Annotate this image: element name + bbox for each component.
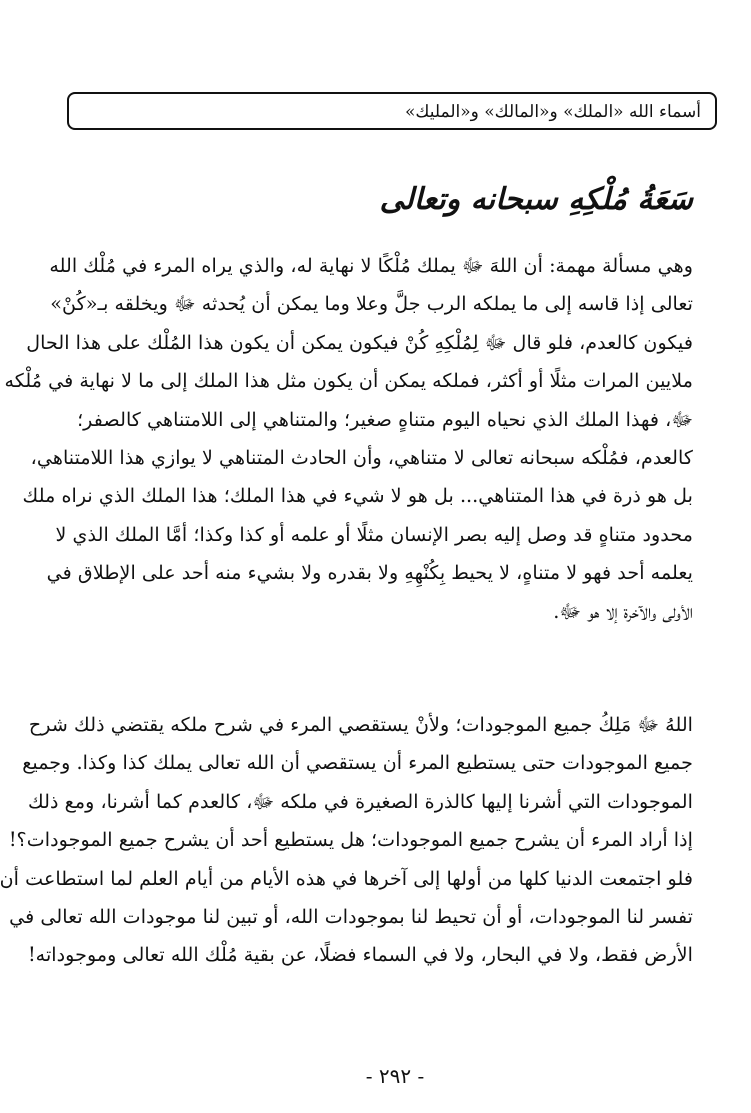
text-line: فلو اجتمعت الدنيا كلها من أولها إلى آخرها في هذه الأيام من أيام العلم لما استطاعت أن (0, 866, 693, 890)
text-line: تعالى إذا قاسه إلى ما يملكه الرب جلَّ وعلا وما يمكن أن يُحدثه ﷻ ويخلقه بـ«كُنْ» (50, 292, 693, 316)
text-line: إذا أراد المرء أن يشرح جميع الموجودات؛ هل يستطيع أحد أن يشرح جميع الموجودات؟! (8, 828, 693, 852)
text-line: ﷻ، فهذا الملك الذي نحياه اليوم متناهٍ صغير؛ والمتناهي إلى اللامتناهي كالصفر؛ (77, 407, 693, 431)
text-line: جميع الموجودات حتى يستطيع المرء أن يستقصي أن الله تعالى يملك كذا وكذا. وجميع (22, 751, 693, 775)
running-header-title: أسماء الله «الملك» و«المالك» و«المليك» (405, 102, 701, 122)
section-heading: سَعَةُ مُلْكِهِ سبحانه وتعالى (379, 182, 693, 217)
text-line: ملايين المرات مثلًا أو أكثر، فملكه يمكن أن يكون مثل هذا الملك إلى ما لا نهاية في مُلْكه (4, 369, 693, 393)
text-line: محدود متناهٍ قد وصل إليه بصر الإنسان مثلًا أو علمه أو كذا وكذا؛ أمَّا الملك الذي لا (55, 522, 693, 546)
text-line: تفسر لنا الموجودات، أو أن تحيط لنا بموجودات الله، أو تبين لنا موجودات الله تعالى في (9, 905, 693, 929)
text-line: اللهُ ﷻ مَلِكُ جميع الموجودات؛ ولأنْ يستقصي المرء في شرح ملكه يقتضي ذلك شرح (28, 713, 693, 736)
page-number (39, 1062, 751, 1090)
text-line: فيكون كالعدم، فلو قال ﷻ لِمُلْكِهِ كُنْ فيكون يمكن أن يكون هذا المُلْك على هذا الحال (26, 330, 693, 354)
page-number-text: - ٢٩٢ - (365, 1064, 425, 1088)
text-line: وهي مسألة مهمة: أن اللهَ ﷻ يملك مُلْكًا لا نهاية له، والذي يراه المرء في مُلْك الله (49, 254, 693, 277)
text-line: الأولى والآخرة إلا هو ﷻ. (553, 599, 693, 623)
paragraph-1 (4, 247, 693, 631)
text-line: كالعدم، فمُلْكه سبحانه تعالى لا متناهي، وأن الحادث المتناهي لا يوازي هذا اللامتناهي، (30, 446, 693, 470)
text-line: الأرض فقط، ولا في البحار، ولا في السماء فضلًا، عن بقية مُلْك الله تعالى وموجوداته! (27, 943, 693, 967)
text-line: الموجودات التي أشرنا إليها كالذرة الصغيرة في ملكه ﷻ، كالعدم كما أشرنا، ومع ذلك (27, 789, 693, 813)
text-line: يعلمه أحد فهو لا متناهٍ، لا يحيط بِكُنْهِهِ ولا بقدره ولا بشيء منه أحد على الإطلاق في (46, 561, 693, 585)
paragraph-2 (0, 706, 693, 975)
text-line: بل هو ذرة في هذا المتناهي... بل هو لا شيء في هذا الملك؛ هذا الملك الذي نراه ملك (22, 484, 693, 508)
running-header-frame (67, 92, 717, 130)
